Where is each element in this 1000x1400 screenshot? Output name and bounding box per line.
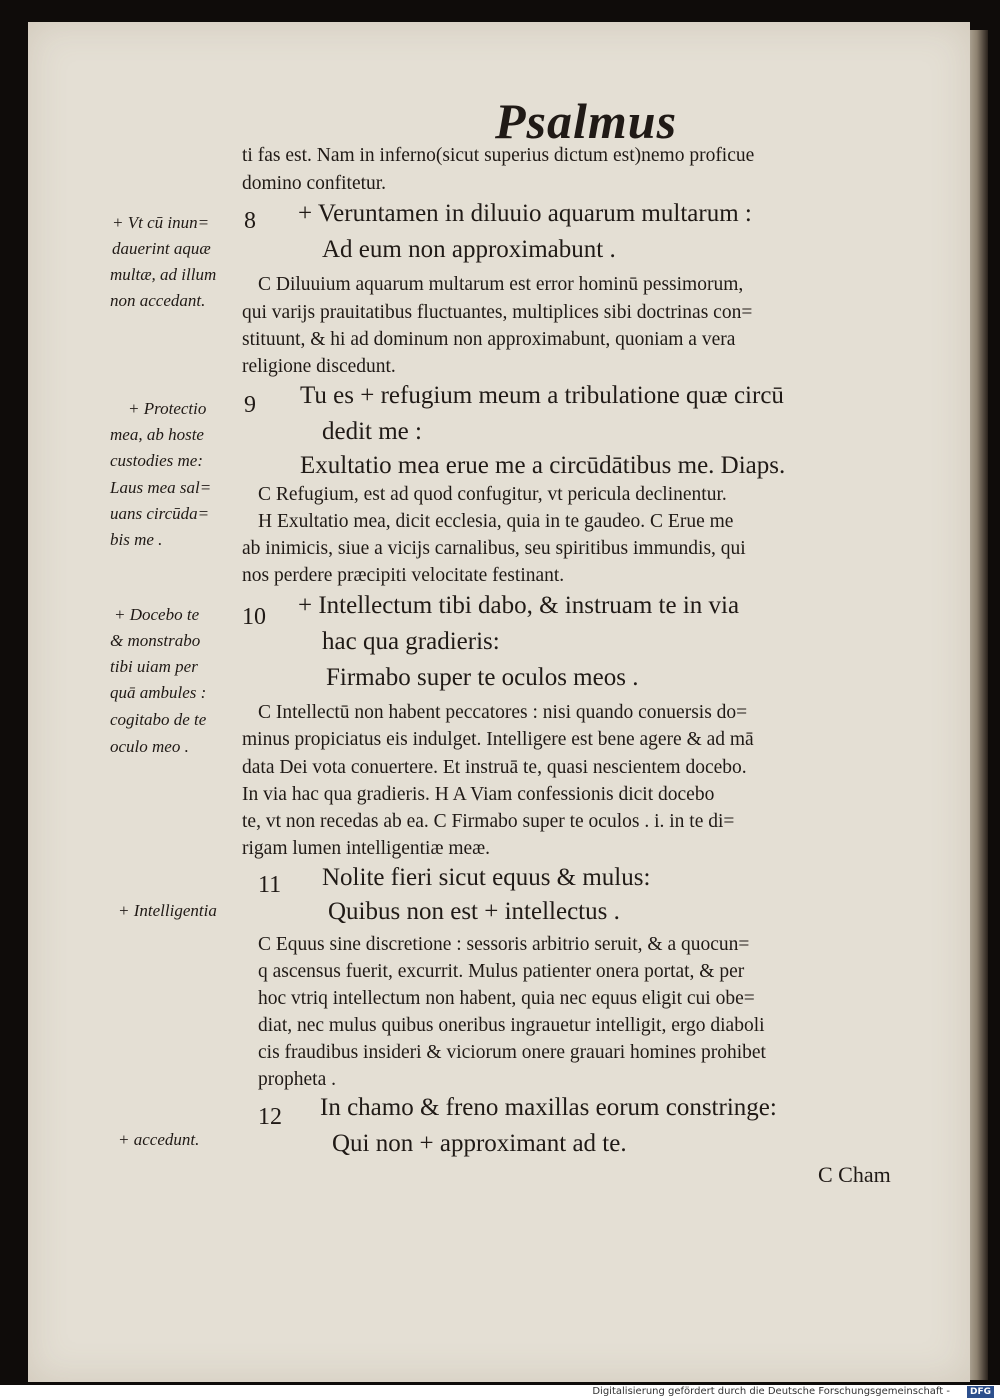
margin-note: bis me .: [110, 530, 163, 549]
page-title: Psalmus: [495, 93, 678, 149]
margin-note: & monstrabo: [110, 631, 201, 650]
verse-line: Nolite fieri sicut equus & mulus:: [322, 864, 651, 891]
text-line: C Intellectū non habent peccatores : nisi quando conuersis do=: [258, 702, 748, 723]
margin-note: + Protectio: [128, 399, 207, 418]
text-line: rigam lumen intelligentiæ meæ.: [242, 838, 491, 859]
margin-note: cogitabo de te: [110, 710, 207, 729]
catchword: C Cham: [818, 1162, 891, 1187]
text-line: cis fraudibus insideri & viciorum onere grauari homines prohibet: [258, 1042, 766, 1063]
verse-line: Firmabo super te oculos meos .: [326, 664, 639, 691]
text-line: propheta .: [258, 1069, 336, 1090]
text-line: ti fas est. Nam in inferno(sicut superius dictum est)nemo proficue: [242, 145, 755, 166]
margin-note: Laus mea sal=: [110, 478, 212, 497]
text-line: nos perdere præcipiti velocitate festinant.: [242, 565, 565, 586]
text-line: te, vt non recedas ab ea. C Firmabo super te oculos . i. in te di=: [242, 811, 735, 832]
text-line: H Exultatio mea, dicit ecclesia, quia in te gaudeo. C Erue me: [258, 511, 734, 532]
margin-note: non accedant.: [110, 291, 206, 310]
verse-line: hac qua gradieris:: [322, 628, 500, 655]
margin-note: quā ambules :: [110, 683, 207, 702]
text-line: minus propiciatus eis indulget. Intelligere est bene agere & ad mā: [242, 729, 754, 750]
verse-number: 9: [244, 392, 256, 418]
text-line: C Equus sine discretione : sessoris arbitrio seruit, & a quocun=: [258, 934, 750, 955]
dfg-logo: DFG: [967, 1386, 994, 1398]
verse-line: In chamo & freno maxillas eorum constringe:: [320, 1094, 777, 1121]
text-line: hoc vtriq intellectum non habent, quia nec equus eligit cui obe=: [258, 988, 755, 1009]
footer-credit: Digitalisierung gefördert durch die Deutsche Forschungsgemeinschaft -: [592, 1386, 950, 1397]
text-line: q ascensus fuerit, excurrit. Mulus patienter onera portat, & per: [258, 961, 745, 982]
verse-number: 12: [258, 1104, 282, 1130]
text-line: domino confitetur.: [242, 173, 387, 194]
text-line: data Dei vota conuertere. Et instruā te, quasi nescientem docebo.: [242, 757, 747, 778]
margin-note: multæ, ad illum: [110, 265, 217, 284]
text-line: diat, nec mulus quibus oneribus ingrauetur intelligit, ergo diaboli: [258, 1015, 765, 1036]
margin-note: custodies me:: [110, 451, 204, 470]
margin-note: uans circūda=: [110, 504, 210, 523]
margin-note: + Vt cū inun=: [112, 213, 210, 232]
verse-number: 11: [258, 872, 282, 898]
verse-line: Exultatio mea erue me a circūdātibus me. Diaps.: [300, 452, 786, 479]
text-line: C Diluuium aquarum multarum est error hominū pessimorum,: [258, 274, 744, 295]
margin-note: + Docebo te: [114, 605, 200, 624]
verse-number: 8: [244, 208, 256, 234]
verse-line: Quibus non est + intellectus .: [328, 898, 620, 925]
text-line: qui varijs prauitatibus fluctuantes, multiplices sibi doctrinas con=: [242, 302, 753, 323]
text-line: C Refugium, est ad quod confugitur, vt pericula declinentur.: [258, 484, 727, 505]
text-line: ab inimicis, siue a vicijs carnalibus, seu spiritibus immundis, qui: [242, 538, 746, 559]
verse-line: + Veruntamen in diluuio aquarum multarum :: [298, 200, 752, 227]
text-line: In via hac qua gradieris. H A Viam confessionis dicit docebo: [242, 784, 715, 805]
margin-note: + accedunt.: [118, 1130, 200, 1149]
verse-line: + Intellectum tibi dabo, & instruam te in via: [298, 592, 740, 619]
text-line: religione discedunt.: [242, 356, 396, 377]
margin-note: dauerint aquæ: [112, 239, 211, 258]
margin-note: + Intelligentia: [118, 901, 217, 920]
margin-note: oculo meo .: [110, 737, 189, 756]
margin-note: tibi uiam per: [110, 657, 198, 676]
verse-line: Qui non + approximant ad te.: [332, 1130, 627, 1157]
verse-line: Ad eum non approximabunt .: [322, 236, 616, 263]
verse-line: Tu es + refugium meum a tribulatione quæ circū: [300, 382, 784, 409]
verse-line: dedit me :: [322, 418, 422, 445]
verse-number: 10: [242, 604, 266, 630]
text-line: stituunt, & hi ad dominum non approximabunt, quoniam a vera: [242, 329, 736, 350]
margin-note: mea, ab hoste: [110, 425, 204, 444]
